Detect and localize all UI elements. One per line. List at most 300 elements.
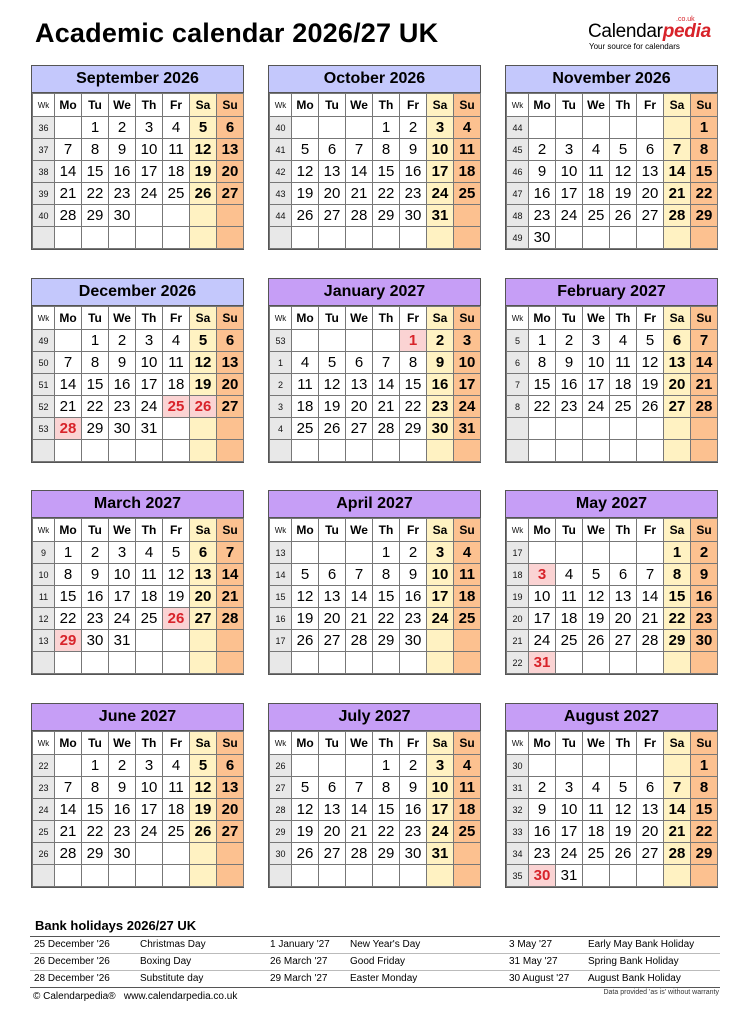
day-cell[interactable]: 27 <box>319 205 346 227</box>
bank-holiday-day-cell[interactable]: 1 <box>400 330 427 352</box>
day-cell[interactable]: 9 <box>529 799 556 821</box>
day-cell[interactable]: 6 <box>664 330 691 352</box>
day-cell[interactable]: 8 <box>55 564 82 586</box>
day-cell[interactable]: 13 <box>217 777 244 799</box>
day-cell[interactable]: 24 <box>556 843 583 865</box>
day-cell[interactable]: 15 <box>691 161 718 183</box>
day-cell[interactable]: 20 <box>664 374 691 396</box>
day-cell[interactable]: 12 <box>292 161 319 183</box>
day-cell[interactable]: 11 <box>610 352 637 374</box>
day-cell[interactable]: 4 <box>583 777 610 799</box>
day-cell[interactable]: 28 <box>346 630 373 652</box>
day-cell[interactable]: 28 <box>346 843 373 865</box>
day-cell[interactable]: 30 <box>109 418 136 440</box>
day-cell[interactable]: 24 <box>454 396 481 418</box>
day-cell[interactable]: 18 <box>163 374 190 396</box>
day-cell[interactable]: 1 <box>664 542 691 564</box>
day-cell[interactable]: 28 <box>346 205 373 227</box>
day-cell[interactable]: 29 <box>82 843 109 865</box>
bank-holiday-day-cell[interactable]: 3 <box>529 564 556 586</box>
day-cell[interactable]: 28 <box>664 843 691 865</box>
day-cell[interactable]: 20 <box>190 586 217 608</box>
day-cell[interactable]: 21 <box>217 586 244 608</box>
day-cell[interactable]: 21 <box>55 821 82 843</box>
day-cell[interactable]: 25 <box>454 183 481 205</box>
day-cell[interactable]: 2 <box>109 330 136 352</box>
day-cell[interactable]: 7 <box>55 777 82 799</box>
day-cell[interactable]: 14 <box>346 799 373 821</box>
day-cell[interactable]: 17 <box>556 821 583 843</box>
day-cell[interactable]: 10 <box>427 777 454 799</box>
day-cell[interactable]: 10 <box>136 352 163 374</box>
day-cell[interactable]: 28 <box>217 608 244 630</box>
day-cell[interactable]: 5 <box>319 352 346 374</box>
day-cell[interactable]: 6 <box>346 352 373 374</box>
day-cell[interactable]: 21 <box>691 374 718 396</box>
day-cell[interactable]: 17 <box>136 161 163 183</box>
bank-holiday-day-cell[interactable]: 26 <box>190 396 217 418</box>
day-cell[interactable]: 21 <box>55 183 82 205</box>
day-cell[interactable]: 23 <box>109 183 136 205</box>
day-cell[interactable]: 31 <box>427 205 454 227</box>
day-cell[interactable]: 23 <box>691 608 718 630</box>
day-cell[interactable]: 11 <box>583 161 610 183</box>
day-cell[interactable]: 18 <box>583 821 610 843</box>
day-cell[interactable]: 11 <box>136 564 163 586</box>
footer-url-link[interactable]: www.calendarpedia.co.uk <box>123 991 238 1002</box>
day-cell[interactable]: 23 <box>400 183 427 205</box>
day-cell[interactable]: 8 <box>373 564 400 586</box>
day-cell[interactable]: 26 <box>292 843 319 865</box>
day-cell[interactable]: 26 <box>637 396 664 418</box>
day-cell[interactable]: 10 <box>109 564 136 586</box>
day-cell[interactable]: 4 <box>556 564 583 586</box>
day-cell[interactable]: 23 <box>427 396 454 418</box>
bank-holiday-day-cell[interactable]: 30 <box>529 865 556 887</box>
day-cell[interactable]: 16 <box>691 586 718 608</box>
day-cell[interactable]: 29 <box>691 205 718 227</box>
day-cell[interactable]: 8 <box>373 139 400 161</box>
day-cell[interactable]: 19 <box>163 586 190 608</box>
day-cell[interactable]: 30 <box>427 418 454 440</box>
day-cell[interactable]: 17 <box>109 586 136 608</box>
day-cell[interactable]: 2 <box>400 117 427 139</box>
day-cell[interactable]: 7 <box>346 777 373 799</box>
day-cell[interactable]: 5 <box>610 777 637 799</box>
day-cell[interactable]: 24 <box>109 608 136 630</box>
day-cell[interactable]: 7 <box>664 139 691 161</box>
day-cell[interactable]: 17 <box>583 374 610 396</box>
day-cell[interactable]: 18 <box>136 586 163 608</box>
day-cell[interactable]: 19 <box>190 799 217 821</box>
day-cell[interactable]: 27 <box>319 630 346 652</box>
day-cell[interactable]: 3 <box>556 777 583 799</box>
day-cell[interactable]: 3 <box>583 330 610 352</box>
day-cell[interactable]: 16 <box>400 586 427 608</box>
day-cell[interactable]: 10 <box>454 352 481 374</box>
day-cell[interactable]: 25 <box>610 396 637 418</box>
day-cell[interactable]: 7 <box>373 352 400 374</box>
day-cell[interactable]: 11 <box>454 564 481 586</box>
day-cell[interactable]: 29 <box>373 630 400 652</box>
day-cell[interactable]: 26 <box>583 630 610 652</box>
day-cell[interactable]: 14 <box>664 799 691 821</box>
day-cell[interactable]: 9 <box>82 564 109 586</box>
day-cell[interactable]: 13 <box>319 586 346 608</box>
day-cell[interactable]: 30 <box>400 205 427 227</box>
day-cell[interactable]: 29 <box>373 843 400 865</box>
day-cell[interactable]: 8 <box>373 777 400 799</box>
day-cell[interactable]: 7 <box>217 542 244 564</box>
day-cell[interactable]: 20 <box>217 799 244 821</box>
day-cell[interactable]: 13 <box>637 161 664 183</box>
day-cell[interactable]: 8 <box>664 564 691 586</box>
day-cell[interactable]: 2 <box>427 330 454 352</box>
day-cell[interactable]: 3 <box>427 117 454 139</box>
day-cell[interactable]: 3 <box>109 542 136 564</box>
day-cell[interactable]: 6 <box>637 139 664 161</box>
day-cell[interactable]: 13 <box>319 799 346 821</box>
day-cell[interactable]: 10 <box>427 564 454 586</box>
day-cell[interactable]: 11 <box>163 139 190 161</box>
day-cell[interactable]: 16 <box>82 586 109 608</box>
day-cell[interactable]: 21 <box>346 608 373 630</box>
day-cell[interactable]: 27 <box>637 843 664 865</box>
day-cell[interactable]: 14 <box>55 799 82 821</box>
day-cell[interactable]: 3 <box>556 139 583 161</box>
day-cell[interactable]: 21 <box>664 183 691 205</box>
day-cell[interactable]: 5 <box>637 330 664 352</box>
day-cell[interactable]: 8 <box>400 352 427 374</box>
day-cell[interactable]: 24 <box>583 396 610 418</box>
day-cell[interactable]: 30 <box>109 205 136 227</box>
day-cell[interactable]: 15 <box>691 799 718 821</box>
day-cell[interactable]: 28 <box>373 418 400 440</box>
day-cell[interactable]: 16 <box>400 799 427 821</box>
day-cell[interactable]: 4 <box>454 755 481 777</box>
day-cell[interactable]: 14 <box>664 161 691 183</box>
day-cell[interactable]: 2 <box>109 117 136 139</box>
day-cell[interactable]: 27 <box>346 418 373 440</box>
day-cell[interactable]: 25 <box>556 630 583 652</box>
day-cell[interactable]: 18 <box>163 161 190 183</box>
day-cell[interactable]: 25 <box>163 821 190 843</box>
day-cell[interactable]: 19 <box>190 161 217 183</box>
day-cell[interactable]: 7 <box>691 330 718 352</box>
day-cell[interactable]: 19 <box>319 396 346 418</box>
day-cell[interactable]: 1 <box>373 755 400 777</box>
day-cell[interactable]: 14 <box>691 352 718 374</box>
day-cell[interactable]: 25 <box>292 418 319 440</box>
day-cell[interactable]: 27 <box>664 396 691 418</box>
day-cell[interactable]: 5 <box>190 117 217 139</box>
day-cell[interactable]: 6 <box>319 564 346 586</box>
day-cell[interactable]: 17 <box>136 799 163 821</box>
day-cell[interactable]: 7 <box>664 777 691 799</box>
day-cell[interactable]: 17 <box>427 799 454 821</box>
day-cell[interactable]: 3 <box>427 542 454 564</box>
day-cell[interactable]: 19 <box>583 608 610 630</box>
day-cell[interactable]: 12 <box>610 799 637 821</box>
day-cell[interactable]: 15 <box>82 799 109 821</box>
day-cell[interactable]: 4 <box>583 139 610 161</box>
day-cell[interactable]: 12 <box>292 586 319 608</box>
day-cell[interactable]: 19 <box>292 183 319 205</box>
day-cell[interactable]: 20 <box>319 183 346 205</box>
day-cell[interactable]: 4 <box>454 117 481 139</box>
day-cell[interactable]: 16 <box>109 374 136 396</box>
day-cell[interactable]: 16 <box>109 799 136 821</box>
day-cell[interactable]: 13 <box>346 374 373 396</box>
day-cell[interactable]: 8 <box>529 352 556 374</box>
day-cell[interactable]: 18 <box>454 799 481 821</box>
day-cell[interactable]: 5 <box>292 564 319 586</box>
day-cell[interactable]: 22 <box>400 396 427 418</box>
day-cell[interactable]: 21 <box>373 396 400 418</box>
day-cell[interactable]: 6 <box>319 777 346 799</box>
day-cell[interactable]: 26 <box>292 630 319 652</box>
day-cell[interactable]: 5 <box>292 139 319 161</box>
day-cell[interactable]: 19 <box>610 183 637 205</box>
day-cell[interactable]: 5 <box>190 755 217 777</box>
day-cell[interactable]: 7 <box>55 139 82 161</box>
day-cell[interactable]: 6 <box>217 117 244 139</box>
day-cell[interactable]: 2 <box>691 542 718 564</box>
day-cell[interactable]: 9 <box>691 564 718 586</box>
day-cell[interactable]: 1 <box>691 117 718 139</box>
day-cell[interactable]: 6 <box>217 330 244 352</box>
day-cell[interactable]: 14 <box>55 161 82 183</box>
day-cell[interactable]: 1 <box>55 542 82 564</box>
day-cell[interactable]: 4 <box>163 117 190 139</box>
day-cell[interactable]: 1 <box>82 330 109 352</box>
day-cell[interactable]: 24 <box>136 821 163 843</box>
day-cell[interactable]: 6 <box>190 542 217 564</box>
day-cell[interactable]: 10 <box>583 352 610 374</box>
day-cell[interactable]: 7 <box>346 139 373 161</box>
day-cell[interactable]: 10 <box>427 139 454 161</box>
day-cell[interactable]: 12 <box>637 352 664 374</box>
day-cell[interactable]: 1 <box>82 755 109 777</box>
day-cell[interactable]: 17 <box>529 608 556 630</box>
day-cell[interactable]: 16 <box>109 161 136 183</box>
day-cell[interactable]: 26 <box>292 205 319 227</box>
day-cell[interactable]: 17 <box>427 586 454 608</box>
day-cell[interactable]: 19 <box>637 374 664 396</box>
day-cell[interactable]: 20 <box>217 374 244 396</box>
day-cell[interactable]: 10 <box>556 161 583 183</box>
day-cell[interactable]: 13 <box>217 352 244 374</box>
day-cell[interactable]: 1 <box>82 117 109 139</box>
day-cell[interactable]: 12 <box>190 777 217 799</box>
day-cell[interactable]: 21 <box>346 183 373 205</box>
day-cell[interactable]: 3 <box>136 117 163 139</box>
day-cell[interactable]: 30 <box>109 843 136 865</box>
day-cell[interactable]: 29 <box>400 418 427 440</box>
day-cell[interactable]: 8 <box>691 777 718 799</box>
day-cell[interactable]: 26 <box>610 843 637 865</box>
day-cell[interactable]: 22 <box>373 821 400 843</box>
day-cell[interactable]: 15 <box>664 586 691 608</box>
day-cell[interactable]: 16 <box>556 374 583 396</box>
day-cell[interactable]: 12 <box>292 799 319 821</box>
day-cell[interactable]: 1 <box>529 330 556 352</box>
day-cell[interactable]: 1 <box>691 755 718 777</box>
day-cell[interactable]: 4 <box>163 755 190 777</box>
day-cell[interactable]: 22 <box>691 821 718 843</box>
day-cell[interactable]: 31 <box>556 865 583 887</box>
day-cell[interactable]: 20 <box>610 608 637 630</box>
day-cell[interactable]: 20 <box>637 821 664 843</box>
day-cell[interactable]: 31 <box>109 630 136 652</box>
day-cell[interactable]: 11 <box>454 777 481 799</box>
day-cell[interactable]: 7 <box>55 352 82 374</box>
bank-holiday-day-cell[interactable]: 28 <box>55 418 82 440</box>
day-cell[interactable]: 5 <box>583 564 610 586</box>
day-cell[interactable]: 13 <box>217 139 244 161</box>
day-cell[interactable]: 18 <box>610 374 637 396</box>
day-cell[interactable]: 20 <box>637 183 664 205</box>
day-cell[interactable]: 17 <box>136 374 163 396</box>
day-cell[interactable]: 5 <box>163 542 190 564</box>
day-cell[interactable]: 17 <box>454 374 481 396</box>
day-cell[interactable]: 23 <box>529 205 556 227</box>
day-cell[interactable]: 3 <box>136 755 163 777</box>
day-cell[interactable]: 18 <box>583 183 610 205</box>
bank-holiday-day-cell[interactable]: 29 <box>55 630 82 652</box>
day-cell[interactable]: 14 <box>346 161 373 183</box>
day-cell[interactable]: 4 <box>292 352 319 374</box>
day-cell[interactable]: 26 <box>610 205 637 227</box>
day-cell[interactable]: 11 <box>454 139 481 161</box>
day-cell[interactable]: 2 <box>529 139 556 161</box>
day-cell[interactable]: 26 <box>190 183 217 205</box>
day-cell[interactable]: 25 <box>163 183 190 205</box>
day-cell[interactable]: 18 <box>292 396 319 418</box>
day-cell[interactable]: 16 <box>529 821 556 843</box>
day-cell[interactable]: 3 <box>454 330 481 352</box>
day-cell[interactable]: 29 <box>664 630 691 652</box>
day-cell[interactable]: 5 <box>190 330 217 352</box>
day-cell[interactable]: 9 <box>109 777 136 799</box>
day-cell[interactable]: 19 <box>292 608 319 630</box>
day-cell[interactable]: 9 <box>529 161 556 183</box>
day-cell[interactable]: 1 <box>373 542 400 564</box>
day-cell[interactable]: 13 <box>190 564 217 586</box>
day-cell[interactable]: 13 <box>637 799 664 821</box>
day-cell[interactable]: 12 <box>319 374 346 396</box>
day-cell[interactable]: 24 <box>427 821 454 843</box>
day-cell[interactable]: 8 <box>82 777 109 799</box>
day-cell[interactable]: 23 <box>529 843 556 865</box>
day-cell[interactable]: 18 <box>454 586 481 608</box>
day-cell[interactable]: 16 <box>427 374 454 396</box>
day-cell[interactable]: 7 <box>346 564 373 586</box>
day-cell[interactable]: 8 <box>82 139 109 161</box>
day-cell[interactable]: 25 <box>454 608 481 630</box>
day-cell[interactable]: 11 <box>292 374 319 396</box>
day-cell[interactable]: 22 <box>373 183 400 205</box>
day-cell[interactable]: 14 <box>55 374 82 396</box>
day-cell[interactable]: 12 <box>610 161 637 183</box>
day-cell[interactable]: 27 <box>217 396 244 418</box>
day-cell[interactable]: 22 <box>82 821 109 843</box>
day-cell[interactable]: 24 <box>556 205 583 227</box>
day-cell[interactable]: 27 <box>637 205 664 227</box>
day-cell[interactable]: 10 <box>556 799 583 821</box>
day-cell[interactable]: 2 <box>400 542 427 564</box>
day-cell[interactable]: 30 <box>529 227 556 249</box>
day-cell[interactable]: 15 <box>373 586 400 608</box>
day-cell[interactable]: 25 <box>583 205 610 227</box>
day-cell[interactable]: 27 <box>319 843 346 865</box>
day-cell[interactable]: 15 <box>529 374 556 396</box>
day-cell[interactable]: 14 <box>217 564 244 586</box>
day-cell[interactable]: 22 <box>55 608 82 630</box>
day-cell[interactable]: 14 <box>346 586 373 608</box>
day-cell[interactable]: 11 <box>163 777 190 799</box>
day-cell[interactable]: 19 <box>610 821 637 843</box>
day-cell[interactable]: 20 <box>319 821 346 843</box>
day-cell[interactable]: 4 <box>163 330 190 352</box>
day-cell[interactable]: 30 <box>400 843 427 865</box>
day-cell[interactable]: 9 <box>109 352 136 374</box>
day-cell[interactable]: 18 <box>163 799 190 821</box>
day-cell[interactable]: 28 <box>637 630 664 652</box>
day-cell[interactable]: 4 <box>454 542 481 564</box>
day-cell[interactable]: 27 <box>217 821 244 843</box>
day-cell[interactable]: 26 <box>190 821 217 843</box>
day-cell[interactable]: 21 <box>637 608 664 630</box>
day-cell[interactable]: 17 <box>427 161 454 183</box>
day-cell[interactable]: 28 <box>664 205 691 227</box>
day-cell[interactable]: 22 <box>82 396 109 418</box>
day-cell[interactable]: 12 <box>583 586 610 608</box>
day-cell[interactable]: 22 <box>691 183 718 205</box>
day-cell[interactable]: 29 <box>82 205 109 227</box>
day-cell[interactable]: 14 <box>373 374 400 396</box>
day-cell[interactable]: 20 <box>217 161 244 183</box>
day-cell[interactable]: 23 <box>82 608 109 630</box>
day-cell[interactable]: 4 <box>136 542 163 564</box>
day-cell[interactable]: 29 <box>82 418 109 440</box>
day-cell[interactable]: 23 <box>109 821 136 843</box>
day-cell[interactable]: 21 <box>346 821 373 843</box>
day-cell[interactable]: 28 <box>55 205 82 227</box>
day-cell[interactable]: 15 <box>82 161 109 183</box>
day-cell[interactable]: 24 <box>529 630 556 652</box>
day-cell[interactable]: 25 <box>454 821 481 843</box>
day-cell[interactable]: 30 <box>691 630 718 652</box>
day-cell[interactable]: 22 <box>529 396 556 418</box>
day-cell[interactable]: 8 <box>82 352 109 374</box>
day-cell[interactable]: 13 <box>319 161 346 183</box>
day-cell[interactable]: 9 <box>400 564 427 586</box>
day-cell[interactable]: 27 <box>190 608 217 630</box>
day-cell[interactable]: 3 <box>427 755 454 777</box>
day-cell[interactable]: 28 <box>691 396 718 418</box>
day-cell[interactable]: 19 <box>190 374 217 396</box>
day-cell[interactable]: 6 <box>610 564 637 586</box>
day-cell[interactable]: 8 <box>691 139 718 161</box>
day-cell[interactable]: 18 <box>556 608 583 630</box>
day-cell[interactable]: 16 <box>400 161 427 183</box>
day-cell[interactable]: 12 <box>190 139 217 161</box>
day-cell[interactable]: 9 <box>400 139 427 161</box>
day-cell[interactable]: 31 <box>427 843 454 865</box>
day-cell[interactable]: 16 <box>529 183 556 205</box>
day-cell[interactable]: 6 <box>319 139 346 161</box>
